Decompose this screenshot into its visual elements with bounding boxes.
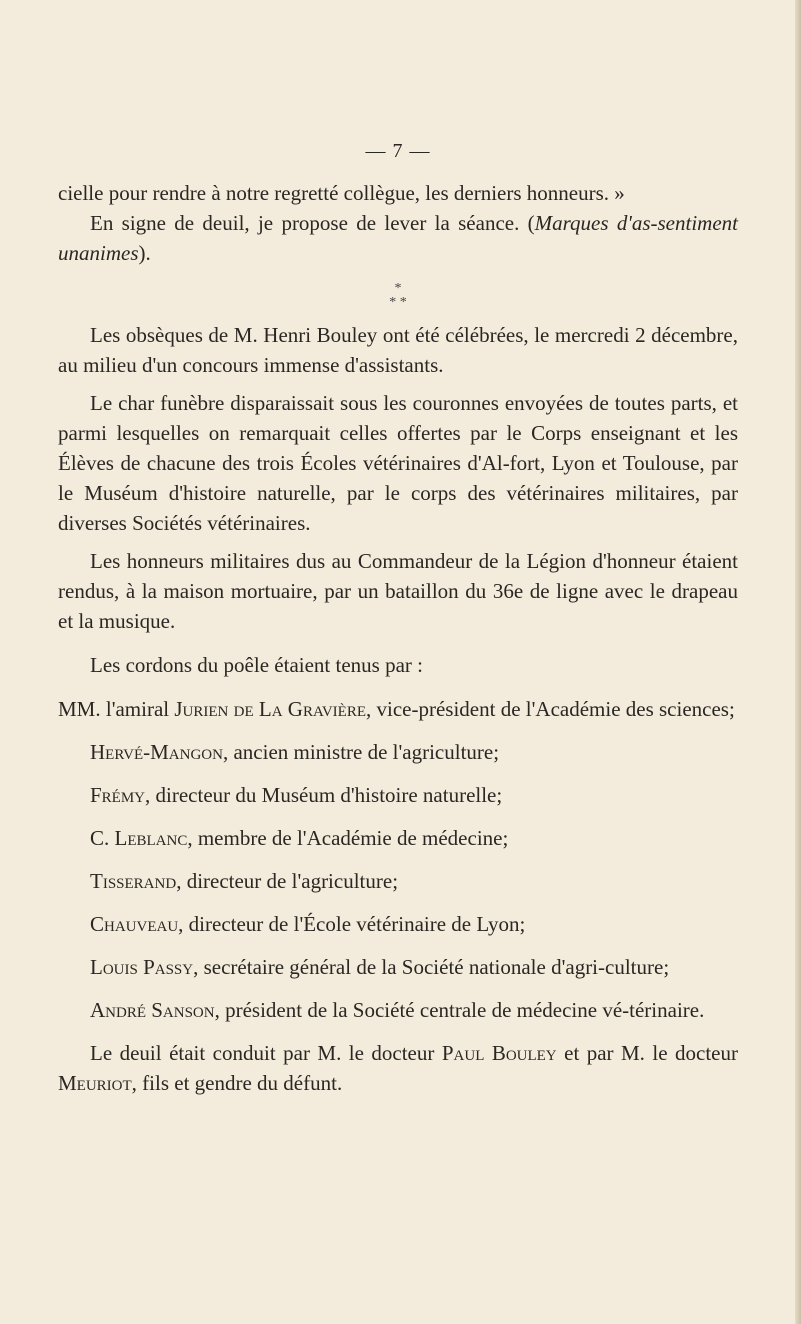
pallbearer-entry-4 bbox=[58, 823, 738, 853]
paragraph-6-part-c: , fils et gendre du défunt. bbox=[131, 1071, 343, 1095]
pallbearer-entry-6 bbox=[58, 909, 738, 939]
dinkus-top: * bbox=[394, 281, 402, 296]
pallbearer-name: Jurien de La Gravière bbox=[174, 697, 367, 721]
pallbearer-prefix: C. bbox=[90, 826, 115, 850]
page-edge bbox=[795, 0, 801, 1324]
pallbearer-desc: , ancien ministre de l'agriculture; bbox=[222, 740, 500, 764]
page-content bbox=[58, 136, 738, 1098]
paragraph-6-part-b: et par M. le docteur bbox=[556, 1041, 738, 1065]
paragraph-5: Les cordons du poêle étaient tenus par : bbox=[90, 653, 423, 677]
pallbearer-desc: , membre de l'Académie de médecine; bbox=[187, 826, 509, 850]
dinkus-bottom: * * bbox=[389, 295, 407, 310]
pallbearer-name: Leblanc bbox=[114, 826, 188, 850]
pallbearer-list bbox=[58, 694, 738, 1025]
pallbearer-name: Hervé-Mangon bbox=[90, 740, 223, 764]
paragraph-6 bbox=[58, 1038, 738, 1098]
paragraph-4: Les honneurs militaires dus au Commandeur de la Légion d'honneur étaient rendus, à la maison mortuaire, par un bataillon du 36e de ligne avec le drapeau et la musique. bbox=[58, 549, 738, 633]
page-number: — 7 — bbox=[365, 140, 431, 162]
paragraph-6-name-2: Meuriot bbox=[58, 1071, 132, 1095]
pallbearer-name: André Sanson bbox=[90, 998, 215, 1022]
pallbearer-name: Frémy bbox=[90, 783, 146, 807]
pallbearer-entry-1 bbox=[58, 694, 738, 724]
pallbearer-entry-3 bbox=[58, 780, 738, 810]
paragraph-1-line-1: cielle pour rendre à notre regretté collègue, les derniers honneurs. » bbox=[58, 181, 625, 205]
pallbearer-desc: , secrétaire général de la Société nationale d'agri-culture; bbox=[193, 955, 670, 979]
pallbearer-name: Louis Passy bbox=[90, 955, 194, 979]
mm-label: MM. bbox=[58, 697, 101, 721]
pallbearer-name: Chauveau bbox=[90, 912, 179, 936]
pallbearer-entry-2 bbox=[58, 737, 738, 767]
paragraph-1 bbox=[58, 178, 738, 268]
pallbearer-desc: , directeur du Muséum d'histoire naturelle; bbox=[145, 783, 503, 807]
pallbearer-name: Tisserand bbox=[90, 869, 177, 893]
pallbearer-desc: , directeur de l'agriculture; bbox=[176, 869, 399, 893]
pallbearer-entry-7 bbox=[58, 952, 738, 982]
pallbearer-prefix: l'amiral bbox=[105, 697, 175, 721]
paragraph-6-name-1: Paul Bouley bbox=[441, 1041, 557, 1065]
paragraph-1-end: ). bbox=[138, 241, 151, 265]
pallbearer-desc: , vice-président de l'Académie des sciences; bbox=[366, 697, 735, 721]
pallbearer-desc: , directeur de l'École vétérinaire de Lyon; bbox=[178, 912, 526, 936]
pallbearer-entry-8 bbox=[58, 995, 738, 1025]
paragraph-6-part-a: Le deuil était conduit par M. le docteur bbox=[90, 1041, 442, 1065]
section-dinkus bbox=[58, 282, 738, 310]
pallbearer-desc: , président de la Société centrale de médecine vé-térinaire. bbox=[214, 998, 705, 1022]
paragraph-2: Les obsèques de M. Henri Bouley ont été célébrées, le mercredi 2 décembre, au milieu d'un concours immense d'assistants. bbox=[58, 323, 738, 377]
paragraph-1-italic: Marques d'as-sentiment unanimes bbox=[58, 211, 738, 265]
paragraph-3: Le char funèbre disparaissait sous les couronnes envoyées de toutes parts, et parmi lesquelles on remarquait celles offertes par le Corps enseignant et les Élèves de chacune des trois Écoles vétérinaires d'Al-fort, Lyon et Toulouse, par le Muséum d'histoire naturelle, par le corps des vétérinaires militaires, par diverses Sociétés vétérinaires. bbox=[58, 391, 738, 535]
pallbearer-entry-5 bbox=[58, 866, 738, 896]
paragraph-1-line-2: En signe de deuil, je propose de lever la séance. ( bbox=[90, 211, 535, 235]
